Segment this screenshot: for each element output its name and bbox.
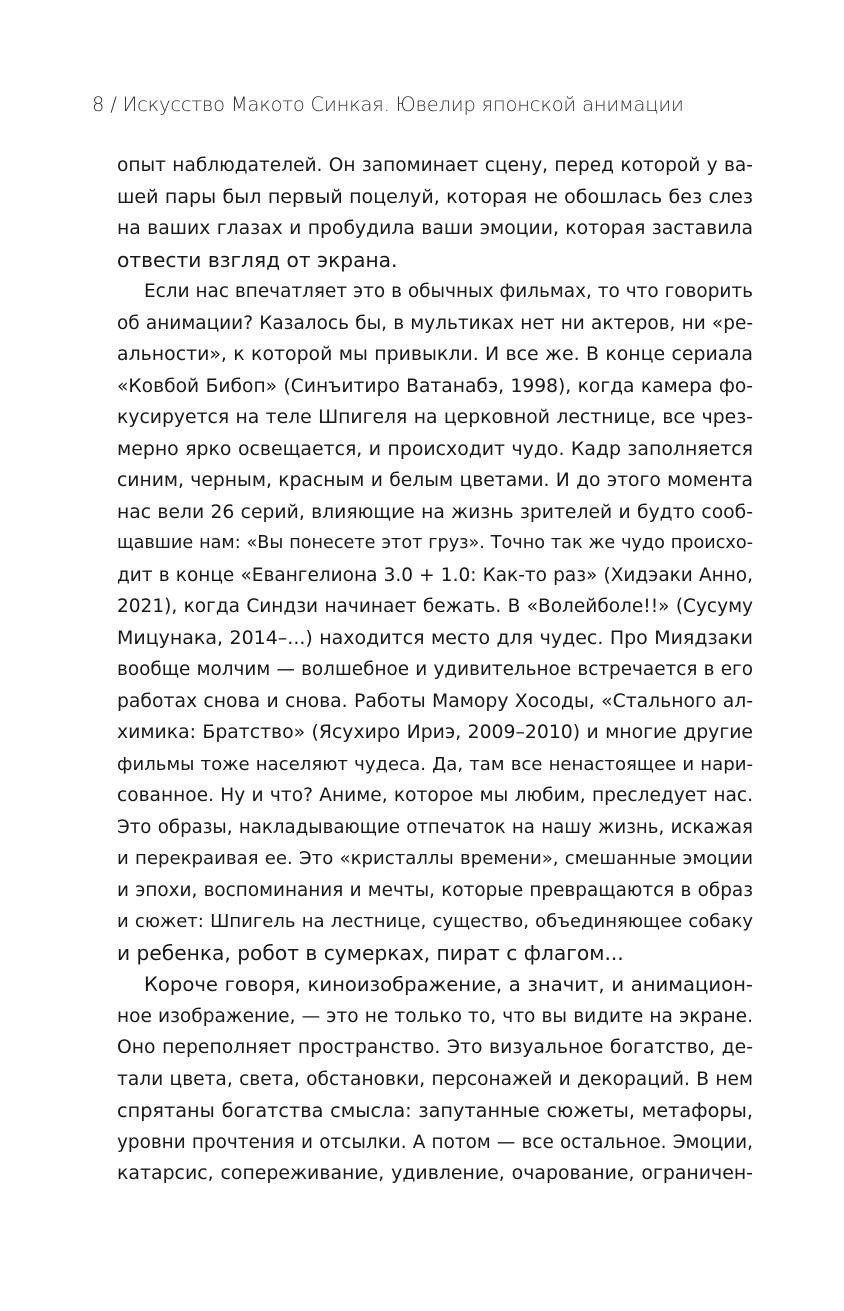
text-line: кусируется на теле Шпигеля на церковной лестнице, все чрез- <box>117 407 753 428</box>
text-line: щавшие нам: «Вы понесете этот груз». Точно так же чудо происхо- <box>117 533 753 553</box>
text-line: и перекраивая ее. Это «кристаллы времени», смешанные эмоции <box>117 848 753 869</box>
text-line: Мицунака, 2014–...) находится место для чудес. Про Миядзаки <box>117 626 753 649</box>
running-header: 8 / Искусство Макото Синкая. Ювелир японской анимации <box>92 93 684 116</box>
text-line: шей пары был первый поцелуй, которая не обошлась без слез <box>117 185 753 208</box>
paragraph <box>117 150 753 276</box>
text-line: Оно переполняет пространство. Это визуальное богатство, де- <box>117 1037 753 1058</box>
paragraph <box>117 276 753 969</box>
text-line: альности», к которой мы привыкли. И все же. В конце сериала <box>117 343 753 365</box>
paragraph <box>117 969 753 1190</box>
text-line: спрятаны богатства смысла: запутанные сюжеты, метафоры, <box>117 1099 753 1122</box>
body-text <box>117 150 753 1190</box>
text-line: Это образы, накладывающие отпечаток на нашу жизнь, искажая <box>117 816 753 838</box>
text-line: ное изображение, — это не только то, что вы видите на экране. <box>117 1005 753 1027</box>
text-line: и сюжет: Шпигель на лестнице, существо, объединяющее собаку <box>117 911 753 932</box>
text-line: опыт наблюдателей. Он запоминает сцену, перед которой у ва- <box>117 155 753 176</box>
text-line: тали цвета, света, обстановки, персонажей и декораций. В нем <box>117 1068 753 1090</box>
text-line: мерно ярко освещается, и происходит чудо. Кадр заполняется <box>117 437 753 460</box>
text-line: работах снова и снова. Работы Мамору Хосоды, «Стального ал- <box>117 690 753 712</box>
text-line: и ребенка, робот в сумерках, пират с флагом... <box>117 940 624 965</box>
text-line: вообще молчим — волшебное и удивительное встречается в его <box>117 659 753 680</box>
text-line: «Ковбой Бибоп» (Синъитиро Ватанабэ, 1998), когда камера фо- <box>117 375 753 397</box>
text-line: уровни прочтения и отсылки. А потом — все остальное. Эмоции, <box>117 1131 753 1153</box>
text-line: нас вели 26 серий, влияющие на жизнь зрителей и будто сооб- <box>117 501 753 523</box>
text-line: сованное. Ну и что? Аниме, которое мы любим, преследует нас. <box>117 785 753 806</box>
text-line: катарсис, сопереживание, удивление, очарование, ограничен- <box>117 1162 753 1184</box>
text-line: 2021), когда Синдзи начинает бежать. В «Волейболе!!» (Сусуму <box>117 596 753 617</box>
text-line: дит в конце «Евангелиона 3.0 + 1.0: Как-то раз» (Хидэаки Анно, <box>117 564 753 586</box>
text-line: отвести взгляд от экрана. <box>117 247 398 272</box>
text-line: Если нас впечатляет это в обычных фильмах, то что говорить <box>144 281 753 302</box>
text-line: Короче говоря, киноизображение, а значит, и анимацион- <box>144 973 753 996</box>
text-line: на ваших глазах и пробудила ваши эмоции, которая заставила <box>117 218 753 239</box>
text-line: фильмы тоже населяют чудеса. Да, там все ненастоящее и нари- <box>117 753 753 775</box>
text-line: об анимации? Казалось бы, в мультиках нет ни актеров, ни «ре- <box>117 312 753 334</box>
text-line: и эпохи, воспоминания и мечты, которые превращаются в образ <box>117 879 753 901</box>
text-line: химика: Братство» (Ясухиро Ириэ, 2009–2010) и многие другие <box>117 722 753 743</box>
text-line: синим, черным, красным и белым цветами. И до этого момента <box>117 470 753 491</box>
